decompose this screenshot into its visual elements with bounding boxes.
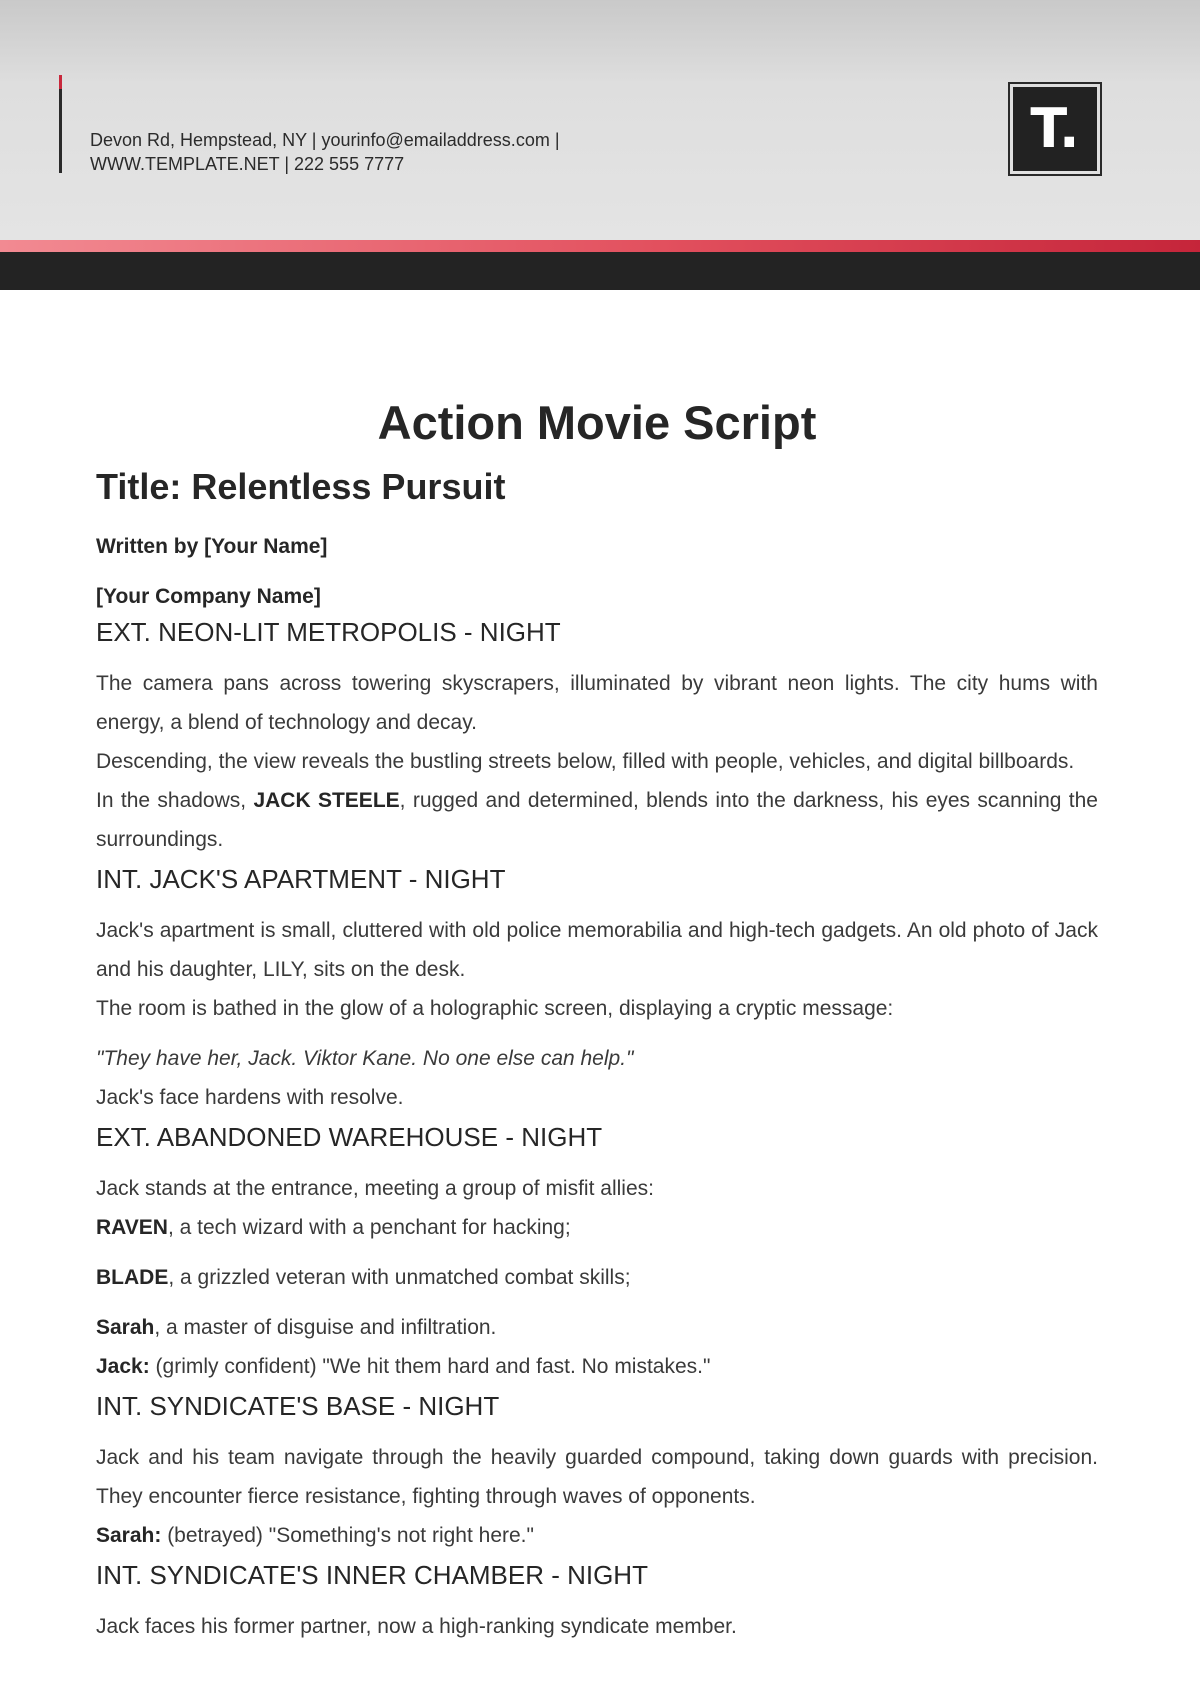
action-paragraph: Jack's apartment is small, cluttered with old police memorabilia and high-tech gadgets. An old photo of Jack and his daughter, LILY, sits on the desk. bbox=[96, 919, 1098, 981]
character-name: Sarah bbox=[96, 1316, 155, 1339]
company-logo bbox=[1008, 82, 1102, 176]
dialogue-text: (betrayed) "Something's not right here." bbox=[161, 1524, 534, 1547]
quoted-message: "They have her, Jack. Viktor Kane. No one else can help." bbox=[96, 1047, 634, 1070]
text-run: , a tech wizard with a penchant for hacking; bbox=[167, 1216, 571, 1239]
scene-heading: EXT. ABANDONED WAREHOUSE - NIGHT bbox=[96, 1122, 603, 1152]
action-paragraph: Jack's face hardens with resolve. bbox=[96, 1086, 404, 1109]
text-run: In the shadows, bbox=[96, 789, 254, 812]
dialogue-speaker: Sarah: bbox=[96, 1524, 162, 1547]
written-by: Written by [Your Name] bbox=[96, 535, 328, 558]
page-header bbox=[0, 0, 1200, 240]
dialogue-line bbox=[96, 1516, 1098, 1555]
action-paragraph: The camera pans across towering skyscrapers, illuminated by vibrant neon lights. The city hums with energy, a blend of technology and decay. bbox=[96, 672, 1098, 734]
scene-heading: INT. JACK'S APARTMENT - NIGHT bbox=[96, 864, 506, 894]
contact-line-2: WWW.TEMPLATE.NET | 222 555 7777 bbox=[90, 154, 405, 174]
contact-info bbox=[90, 128, 560, 176]
text-run: , a grizzled veteran with unmatched combat skills; bbox=[168, 1266, 631, 1289]
action-paragraph: The room is bathed in the glow of a holographic screen, displaying a cryptic message: bbox=[96, 997, 894, 1020]
dialogue-speaker: Jack: bbox=[96, 1355, 150, 1378]
action-paragraph bbox=[96, 781, 1098, 859]
header-divider-bar bbox=[59, 75, 62, 173]
character-name: BLADE bbox=[96, 1266, 169, 1289]
header-divider-accent bbox=[59, 75, 62, 89]
action-paragraph: Jack and his team navigate through the heavily guarded compound, taking down guards with precision. They encounter fierce resistance, fighting through waves of opponents. bbox=[96, 1446, 1098, 1508]
logo-mark: T. bbox=[1013, 87, 1097, 171]
dialogue-text: (grimly confident) "We hit them hard and fast. No mistakes." bbox=[149, 1355, 711, 1378]
header-accent-band bbox=[0, 240, 1200, 252]
ally-line bbox=[96, 1258, 1098, 1297]
document-heading: Action Movie Script bbox=[377, 396, 817, 449]
action-paragraph: Jack faces his former partner, now a high-ranking syndicate member. bbox=[96, 1615, 737, 1638]
company-name: [Your Company Name] bbox=[96, 585, 321, 608]
dialogue-line bbox=[96, 1347, 1098, 1386]
contact-line-1: Devon Rd, Hempstead, NY | yourinfo@emailaddress.com | bbox=[90, 130, 560, 150]
ally-line bbox=[96, 1308, 1098, 1347]
scene-heading: EXT. NEON-LIT METROPOLIS - NIGHT bbox=[96, 617, 561, 647]
action-paragraph: Jack stands at the entrance, meeting a group of misfit allies: bbox=[96, 1177, 654, 1200]
script-body bbox=[96, 388, 1098, 1646]
text-run: , a master of disguise and infiltration. bbox=[154, 1316, 497, 1339]
script-title: Title: Relentless Pursuit bbox=[96, 466, 506, 507]
scene-heading: INT. SYNDICATE'S INNER CHAMBER - NIGHT bbox=[96, 1560, 648, 1590]
character-name: RAVEN bbox=[96, 1216, 168, 1239]
action-paragraph: Descending, the view reveals the bustling streets below, filled with people, vehicles, and digital billboards. bbox=[96, 750, 1075, 773]
scene-heading: INT. SYNDICATE'S BASE - NIGHT bbox=[96, 1391, 500, 1421]
ally-line bbox=[96, 1208, 1098, 1247]
header-dark-band bbox=[0, 252, 1200, 290]
text-run: , rugged and determined, blends into the darkness, his eyes scanning the surroundings. bbox=[96, 789, 1098, 851]
character-name: JACK STEELE bbox=[253, 789, 400, 812]
